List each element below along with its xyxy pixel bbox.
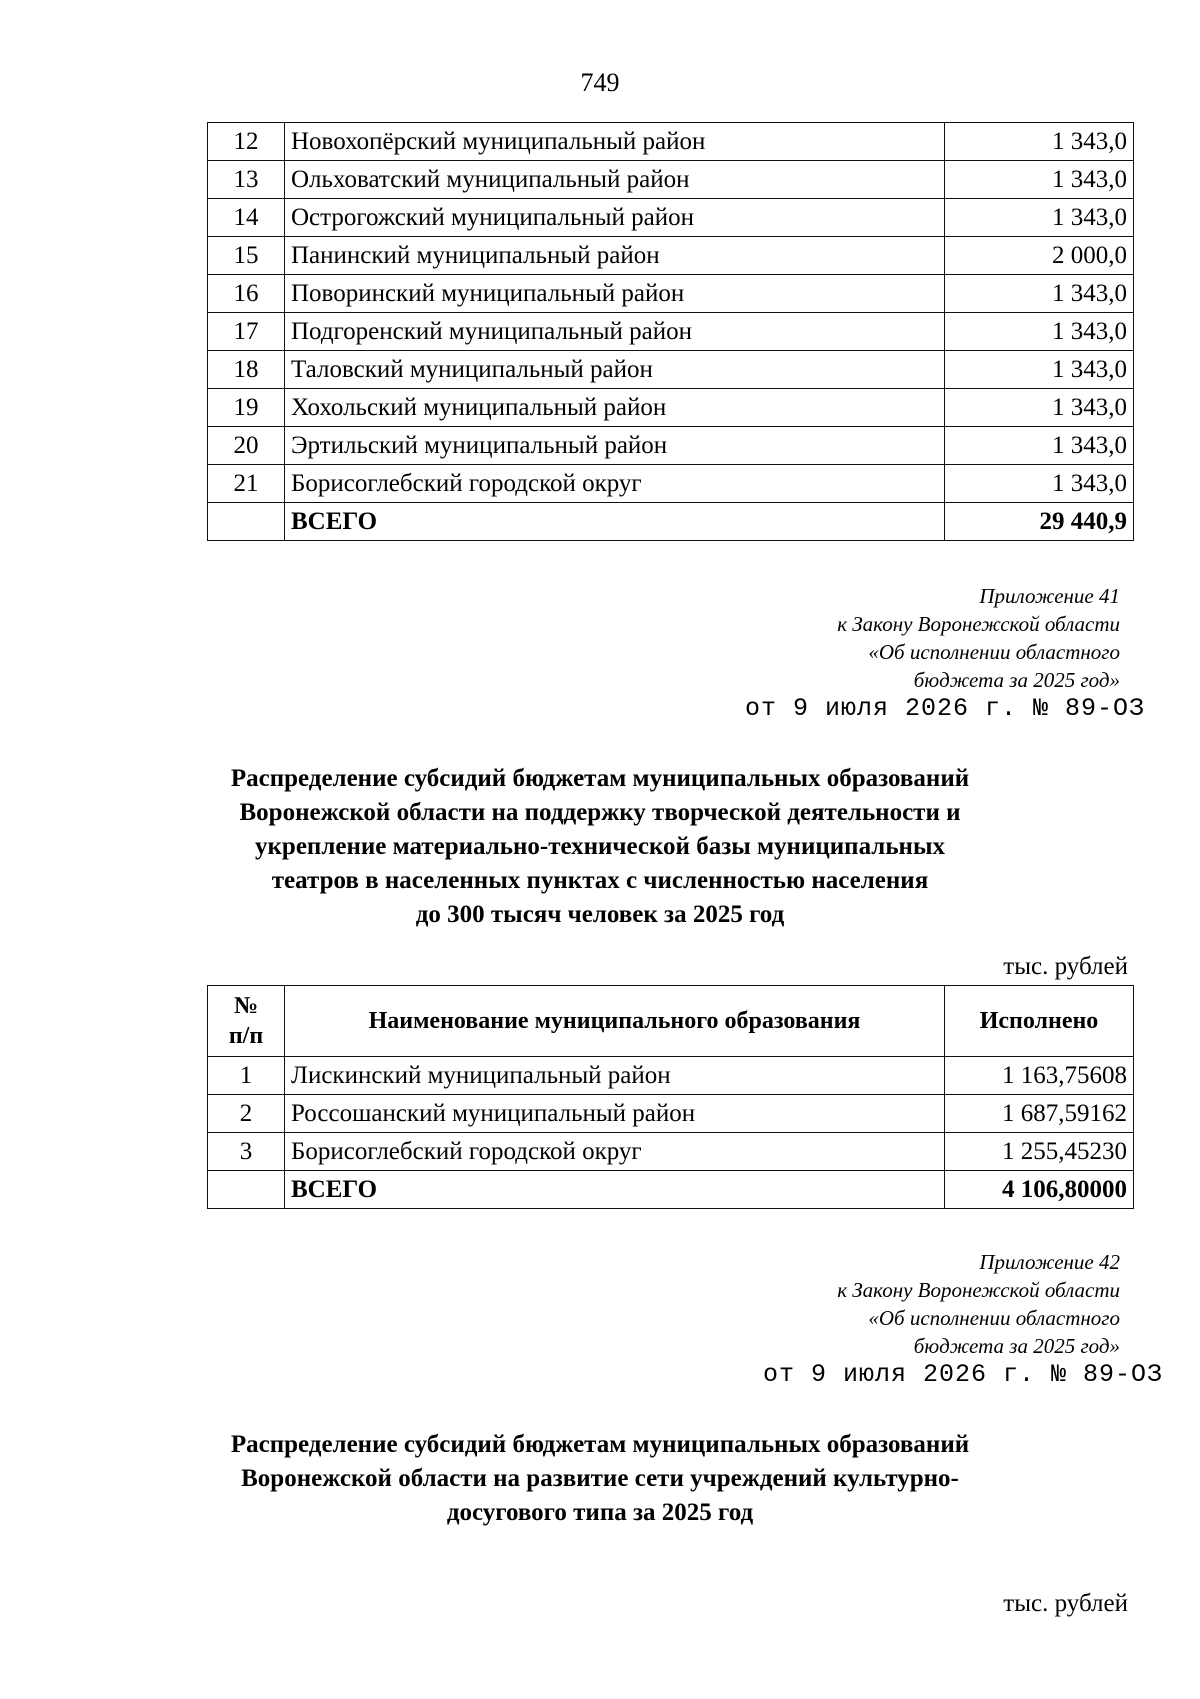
row-name: Борисоглебский городской округ: [285, 465, 945, 503]
title-line: укрепление материально-технической базы муниципальных: [255, 833, 945, 860]
title-line: Воронежской области на поддержку творческой деятельности и: [239, 799, 961, 826]
appendix-41-line: Приложение 41: [979, 584, 1120, 608]
title-line: досугового типа за 2025 год: [446, 1499, 754, 1526]
row-number: 3: [208, 1133, 285, 1171]
appendix-41-header: [837, 582, 1120, 694]
title-line: театров в населенных пунктах с численностью населения: [271, 867, 929, 894]
row-name: Хохольский муниципальный район: [285, 389, 945, 427]
table-row: [208, 389, 1134, 427]
row-number: 18: [208, 351, 285, 389]
table-header-row: [208, 986, 1134, 1057]
row-value: 1 343,0: [945, 123, 1134, 161]
table-appendix40-continuation: [207, 122, 1134, 541]
table-row: [208, 427, 1134, 465]
row-name: Подгоренский муниципальный район: [285, 313, 945, 351]
row-value: 1 343,0: [945, 161, 1134, 199]
row-name: Борисоглебский городской округ: [285, 1133, 945, 1171]
total-row: [208, 503, 1134, 541]
header-value: Исполнено: [945, 986, 1134, 1057]
appendix-41-line: «Об исполнении областного: [868, 640, 1120, 664]
row-name: Острогожский муниципальный район: [285, 199, 945, 237]
header-number: № п/п: [208, 986, 285, 1057]
table-appendix41: [207, 985, 1134, 1209]
row-number: 12: [208, 123, 285, 161]
title-line: Воронежской области на развитие сети учреждений культурно-: [241, 1465, 959, 1492]
row-number: 15: [208, 237, 285, 275]
row-value: 1 163,75608: [945, 1057, 1134, 1095]
row-value: 1 343,0: [945, 465, 1134, 503]
row-name: Поворинский муниципальный район: [285, 275, 945, 313]
appendix-41-line: бюджета за 2025 год»: [913, 668, 1120, 692]
table-row: [208, 237, 1134, 275]
table-row: [208, 1133, 1134, 1171]
row-number: 21: [208, 465, 285, 503]
row-value: 1 343,0: [945, 427, 1134, 465]
table-row: [208, 123, 1134, 161]
page-number: 749: [580, 68, 620, 97]
row-number: 14: [208, 199, 285, 237]
appendix-41-title: [0, 762, 1200, 932]
appendix-42-line: Приложение 42: [979, 1250, 1120, 1274]
row-name: Панинский муниципальный район: [285, 237, 945, 275]
row-name: Таловский муниципальный район: [285, 351, 945, 389]
row-number: 13: [208, 161, 285, 199]
header-name: Наименование муниципального образования: [285, 986, 945, 1057]
row-number: 19: [208, 389, 285, 427]
total-number-empty: [208, 1171, 285, 1209]
row-value: 1 343,0: [945, 313, 1134, 351]
table-row: [208, 313, 1134, 351]
total-value: 4 106,80000: [945, 1171, 1134, 1209]
row-value: 1 255,45230: [945, 1133, 1134, 1171]
total-label: ВСЕГО: [285, 1171, 945, 1209]
appendix-42-header: [837, 1248, 1120, 1360]
row-value: 2 000,0: [945, 237, 1134, 275]
row-name: Лискинский муниципальный район: [285, 1057, 945, 1095]
table-row: [208, 1095, 1134, 1133]
table-row: [208, 351, 1134, 389]
row-value: 1 343,0: [945, 275, 1134, 313]
row-name: Россошанский муниципальный район: [285, 1095, 945, 1133]
row-name: Эртильский муниципальный район: [285, 427, 945, 465]
units-label: тыс. рублей: [1003, 1590, 1128, 1617]
total-value: 29 440,9: [945, 503, 1134, 541]
row-value: 1 343,0: [945, 351, 1134, 389]
row-value: 1 343,0: [945, 199, 1134, 237]
appendix-42-line: «Об исполнении областного: [868, 1306, 1120, 1330]
row-value: 1 343,0: [945, 389, 1134, 427]
table-row: [208, 275, 1134, 313]
row-number: 20: [208, 427, 285, 465]
units-label: тыс. рублей: [1003, 953, 1128, 980]
total-number-empty: [208, 503, 285, 541]
appendix-41-line: к Закону Воронежской области: [837, 612, 1120, 636]
row-name: Ольховатский муниципальный район: [285, 161, 945, 199]
table-row: [208, 465, 1134, 503]
title-line: до 300 тысяч человек за 2025 год: [415, 901, 785, 928]
row-number: 16: [208, 275, 285, 313]
title-line: Распределение субсидий бюджетам муниципальных образований: [230, 765, 970, 792]
title-line: Распределение субсидий бюджетам муниципальных образований: [230, 1431, 970, 1458]
appendix-42-title: [0, 1428, 1200, 1530]
row-value: 1 687,59162: [945, 1095, 1134, 1133]
table-row: [208, 199, 1134, 237]
appendix-42-line: бюджета за 2025 год»: [913, 1334, 1120, 1358]
row-number: 1: [208, 1057, 285, 1095]
total-label: ВСЕГО: [285, 503, 945, 541]
row-number: 17: [208, 313, 285, 351]
table-row: [208, 1057, 1134, 1095]
appendix-42-law-date: от 9 июля 2026 г. № 89-ОЗ: [763, 1360, 1164, 1389]
row-number: 2: [208, 1095, 285, 1133]
row-name: Новохопёрский муниципальный район: [285, 123, 945, 161]
appendix-41-law-date: от 9 июля 2026 г. № 89-ОЗ: [745, 694, 1146, 723]
appendix-42-line: к Закону Воронежской области: [837, 1278, 1120, 1302]
table-row: [208, 161, 1134, 199]
total-row: [208, 1171, 1134, 1209]
